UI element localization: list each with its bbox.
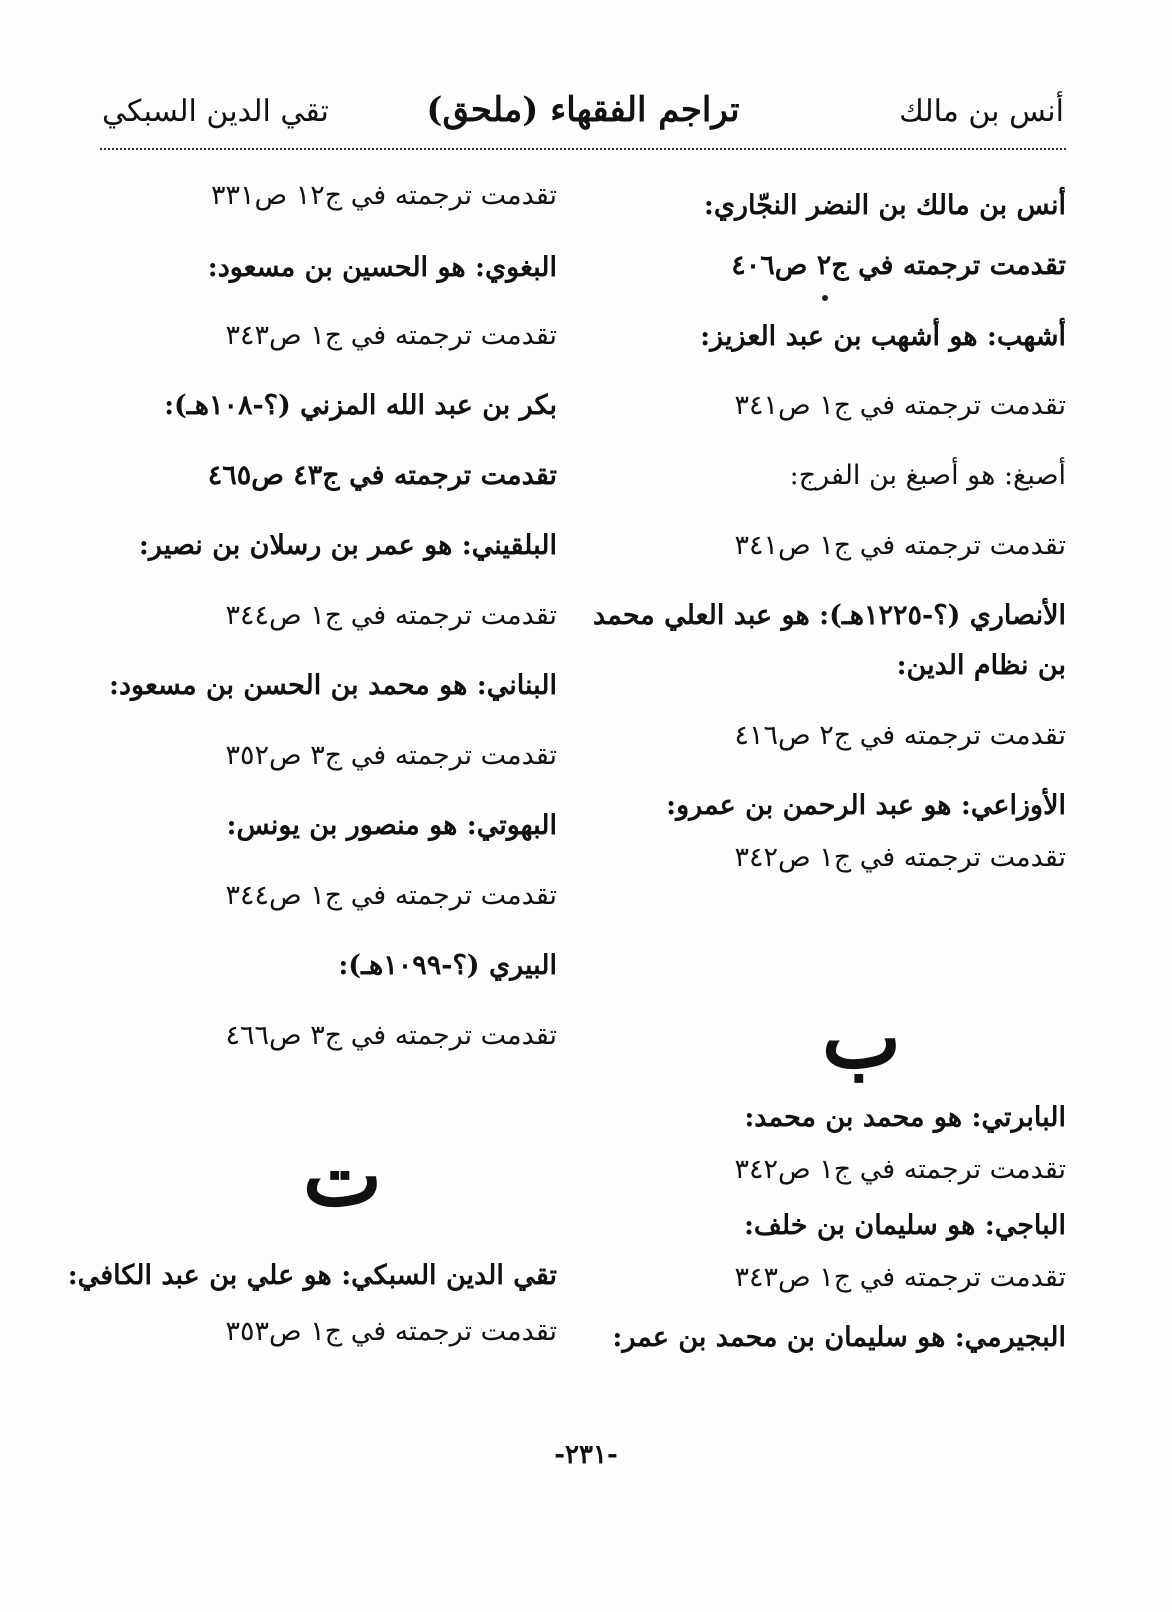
header-title: (ملحق) تراجم الفقهاء	[426, 90, 740, 130]
entry-reference: تقدمت ترجمته في ج١ ص٣٤١	[734, 530, 1066, 561]
entry-reference: تقدمت ترجمته في ج١ ص٣٤٣	[225, 320, 557, 351]
entry-heading: تقي الدين السبكي: هو علي بن عبد الكافي:	[67, 1260, 557, 1291]
entry-reference: تقدمت ترجمته في ج٣ ص٣٥٢	[225, 740, 557, 771]
entry-reference: تقدمت ترجمته في ج١ ص٣٤٣	[734, 1262, 1066, 1293]
entry-heading: أصبغ: هو أصبغ بن الفرج:	[789, 460, 1066, 491]
running-header	[100, 78, 1066, 150]
entry-heading: البهوتي: هو منصور بن يونس:	[226, 810, 557, 841]
entry-reference: تقدمت ترجمته في ج٢ ص٤١٦	[734, 720, 1066, 751]
header-entry-name: أنس بن مالك	[899, 94, 1064, 129]
entry-heading: الباجي: هو سليمان بن خلف:	[743, 1210, 1066, 1241]
entry-reference: تقدمت ترجمته في ج١ ص٣٤٤	[225, 600, 557, 631]
entry-heading: البناني: هو محمد بن الحسن بن مسعود:	[109, 670, 557, 701]
section-letter-ba: ب	[821, 988, 901, 1087]
entry-heading: أشهب: هو أشهب بن عبد العزيز:	[700, 321, 1066, 352]
entry-heading: البلقيني: هو عمر بن رسلان بن نصير:	[138, 530, 557, 561]
entry-heading: البجيرمي: هو سليمان بن محمد بن عمر:	[612, 1322, 1066, 1353]
entry-heading: البيري (؟-١٠٩٩هـ):	[338, 950, 557, 981]
entry-heading: الأنصاري (؟-١٢٢٥هـ): هو عبد العلي محمد	[593, 600, 1066, 631]
entry-reference: تقدمت ترجمته في ج١٢ ص٣٣١	[210, 180, 557, 211]
entry-reference: تقدمت ترجمته في ج١ ص٣٤٢	[734, 1154, 1066, 1185]
entry-heading: البغوي: هو الحسين بن مسعود:	[207, 252, 557, 283]
entry-reference: تقدمت ترجمته في ج١ ص٣٤٤	[225, 880, 557, 911]
entry-reference: تقدمت ترجمته في ج٢ ص٤٠٦	[731, 250, 1066, 281]
header-last-entry: تقي الدين السبكي	[102, 94, 329, 129]
entry-reference: تقدمت ترجمته في ج٤٣ ص٤٦٥	[207, 460, 557, 491]
ink-speck	[822, 295, 828, 301]
page-number: -٢٣١-	[554, 1440, 618, 1470]
entry-reference: تقدمت ترجمته في ج١ ص٣٤١	[734, 390, 1066, 421]
entry-heading: البابرتي: هو محمد بن محمد:	[744, 1102, 1066, 1133]
section-letter-ta: ت	[302, 1126, 382, 1225]
entry-reference: تقدمت ترجمته في ج٣ ص٤٦٦	[225, 1020, 557, 1051]
entry-heading: أنس بن مالك بن النضر النجّاري:	[703, 190, 1066, 221]
entry-reference: تقدمت ترجمته في ج١ ص٣٤٢	[734, 842, 1066, 873]
entry-heading: بكر بن عبد الله المزني (؟-١٠٨هـ):	[164, 390, 557, 421]
entry-reference: تقدمت ترجمته في ج١ ص٣٥٣	[225, 1316, 557, 1347]
entry-heading: الأوزاعي: هو عبد الرحمن بن عمرو:	[666, 790, 1066, 821]
entry-heading-continued: بن نظام الدين:	[896, 650, 1066, 681]
